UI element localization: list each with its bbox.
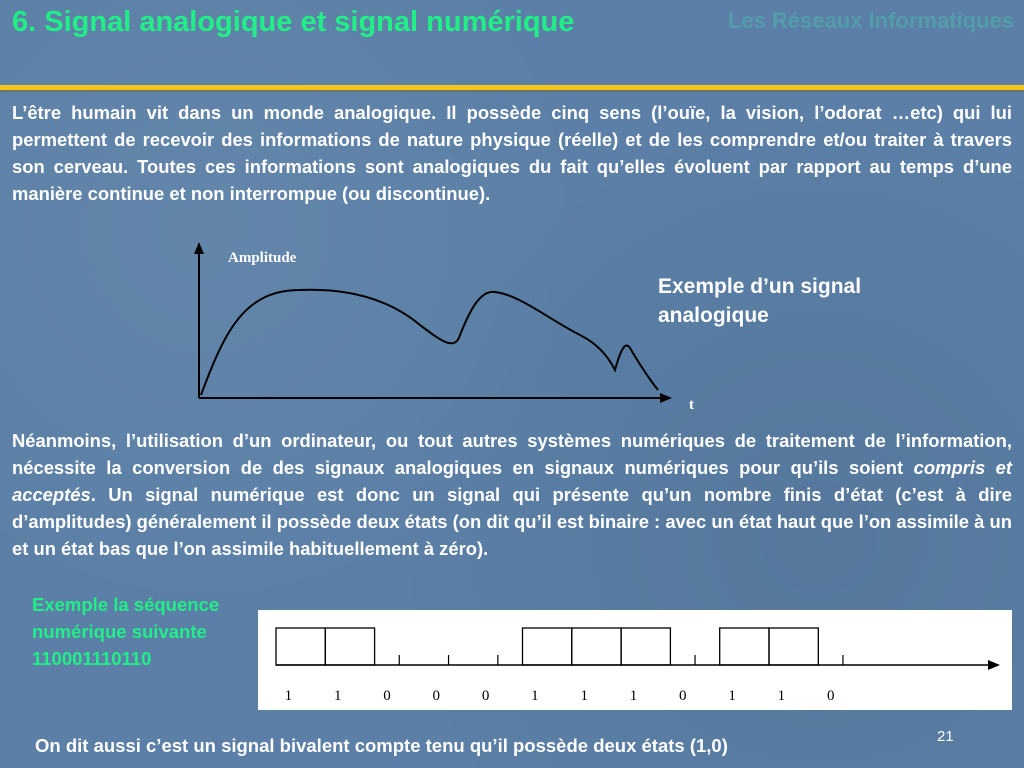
digital-paragraph-end: . Un signal numérique est donc un signal qui présente qu’un nombre finis d’état (c’est à dire d’amplitudes) généralement il possède deux états (on dit qu’il est binaire : avec un état haut que l’on assimile à un et un état bas que l’on assimile habituellement à zéro). (12, 484, 1012, 559)
bit-high-pulse (572, 628, 621, 665)
bit-label: 1 (728, 688, 736, 704)
digital-signal-panel (258, 610, 1012, 710)
x-axis-label: t (689, 397, 694, 413)
bit-high-pulse (769, 628, 818, 665)
digital-axis-arrow (988, 660, 1000, 670)
analog-curve (201, 290, 658, 395)
bit-label: 0 (383, 688, 391, 704)
analog-caption: Exemple d’un signal analogique (658, 275, 862, 327)
analog-signal-diagram (190, 240, 710, 415)
bit-label: 1 (284, 688, 293, 704)
bit-high-pulse (276, 628, 325, 665)
bivalent-note: On dit aussi c’est un signal bivalent compte tenu qu’il possède deux états (1,0) (35, 735, 728, 756)
bit-label: 0 (481, 688, 490, 704)
bit-label: 1 (333, 688, 342, 704)
x-axis-arrow (660, 393, 672, 403)
digital-paragraph (12, 427, 1012, 562)
bit-high-pulse (523, 628, 572, 665)
intro-paragraph: L’être humain vit dans un monde analogique. Il possède cinq sens (l’ouïe, la vision, l’odorat …etc) qui lui permettent de recevoir des informations de nature physique (réelle) et de les comprendre et/ou traiter à travers son cerveau. Toutes ces informations sont analogiques du fait qu’elles évoluent par rapport au temps d’une manière continue et non interrompue (ou discontinue). (12, 102, 1012, 204)
bit-label: 0 (826, 688, 835, 704)
digital-signal-diagram (258, 610, 1012, 710)
digital-paragraph-start: Néanmoins, l’utilisation d’un ordinateur, ou tout autres systèmes numériques de traitement de l’information, nécessite la conversion de des signaux analogiques en signaux numériques pour qu’ils soient (12, 430, 1012, 478)
bit-label: 0 (432, 688, 441, 704)
slide-number: 21 (937, 728, 954, 745)
bit-label: 1 (629, 688, 638, 704)
digital-paragraph-emphasis: compris et acceptés (12, 457, 1012, 505)
bit-label: 1 (531, 688, 539, 704)
bit-high-pulse (720, 628, 769, 665)
y-axis-arrow (194, 242, 204, 254)
bit-high-pulse (325, 628, 374, 665)
bit-high-pulse (621, 628, 670, 665)
slide-title: 6. Signal analogique et signal numérique (12, 6, 575, 38)
header-course-title: Les Réseaux Informatiques (727, 8, 1014, 33)
bit-label: 0 (679, 688, 687, 704)
bit-label: 1 (777, 688, 786, 704)
title-divider-shadow (0, 90, 1024, 92)
bit-label: 1 (580, 688, 588, 704)
y-axis-label: Amplitude (228, 250, 297, 266)
digital-sequence-caption: Exemple la séquence numérique suivante 110001110110 (32, 594, 220, 669)
